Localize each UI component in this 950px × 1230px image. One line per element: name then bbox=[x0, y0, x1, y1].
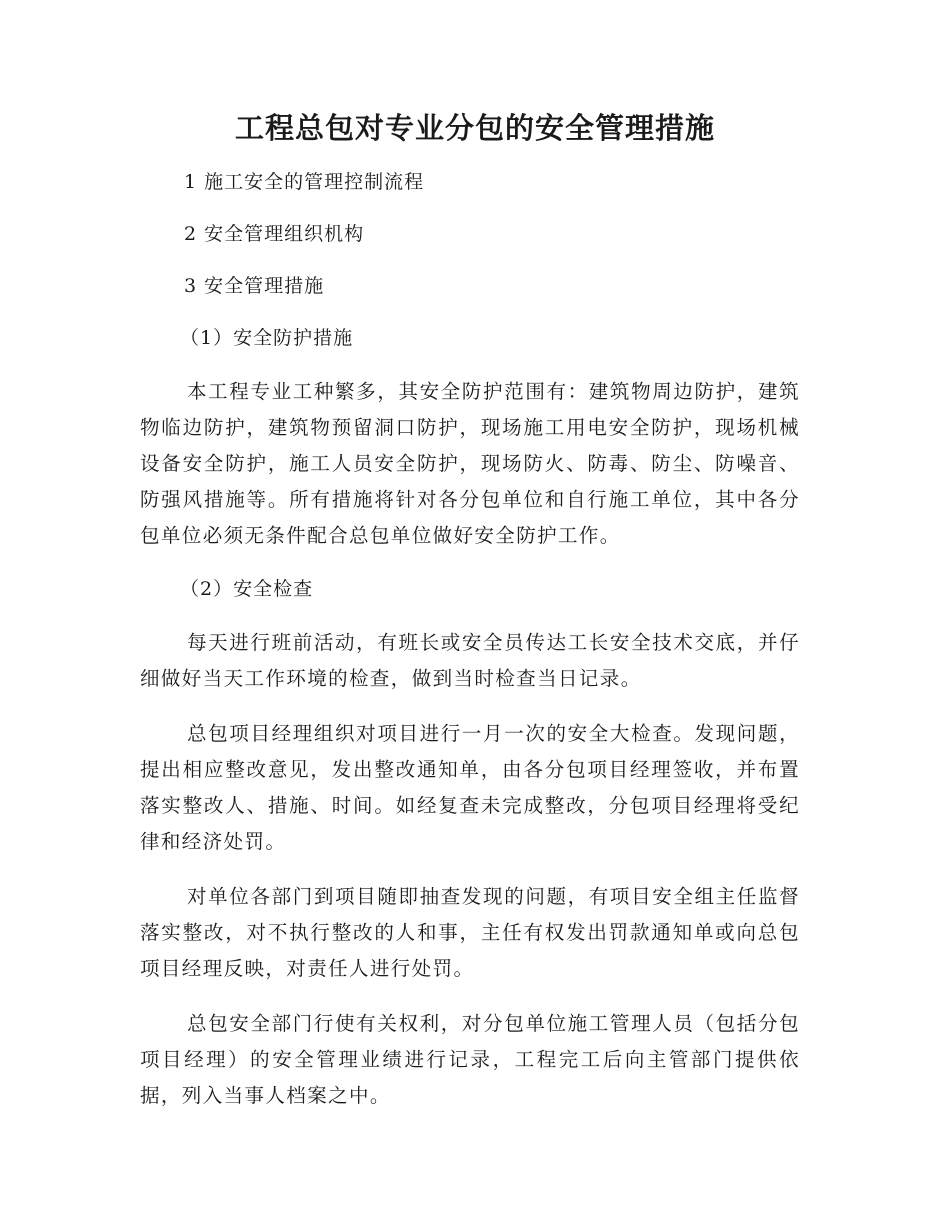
paragraph-daily-inspection: 每天进行班前活动，有班长或安全员传达工长安全技术交底，并仔细做好当天工作环境的检查，做到当时检查当日记录。 bbox=[140, 631, 800, 690]
document-title: 工程总包对专业分包的安全管理措施 bbox=[234, 111, 715, 145]
paragraph-performance-record: 总包安全部门行使有关权利，对分包单位施工管理人员（包括分包项目经理）的安全管理业绩进行记录，工程完工后向主管部门提供依据，列入当事人档案之中。 bbox=[140, 1012, 800, 1107]
heading-control-process: 1 施工安全的管理控制流程 bbox=[184, 171, 425, 193]
subheading-protection-measures: （1）安全防护措施 bbox=[180, 327, 354, 349]
heading-management-measures: 3 安全管理措施 bbox=[184, 275, 325, 297]
subheading-safety-inspection: （2）安全检查 bbox=[180, 578, 314, 600]
paragraph-monthly-inspection: 总包项目经理组织对项目进行一月一次的安全大检查。发现问题，提出相应整改意见，发出整改通知单，由各分包项目经理签收，并布置落实整改人、措施、时间。如经复查未完成整改，分包项目经理将受纪律和经济处罚。 bbox=[140, 722, 800, 853]
paragraph-protection-scope: 本工程专业工种繁多，其安全防护范围有：建筑物周边防护，建筑物临边防护，建筑物预留洞口防护，现场施工用电安全防护，现场机械设备安全防护，施工人员安全防护，现场防火、防毒、防尘、防噪音、防强风措施等。所有措施将针对各分包单位和自行施工单位，其中各分包单位必须无条件配合总包单位做好安全防护工作。 bbox=[140, 380, 800, 547]
heading-organization: 2 安全管理组织机构 bbox=[184, 223, 365, 245]
document-body bbox=[140, 166, 800, 1133]
paragraph-spot-check: 对单位各部门到项目随即抽查发现的问题，有项目安全组主任监督落实整改，对不执行整改的人和事，主任有权发出罚款通知单或向总包项目经理反映，对责任人进行处罚。 bbox=[140, 885, 800, 980]
